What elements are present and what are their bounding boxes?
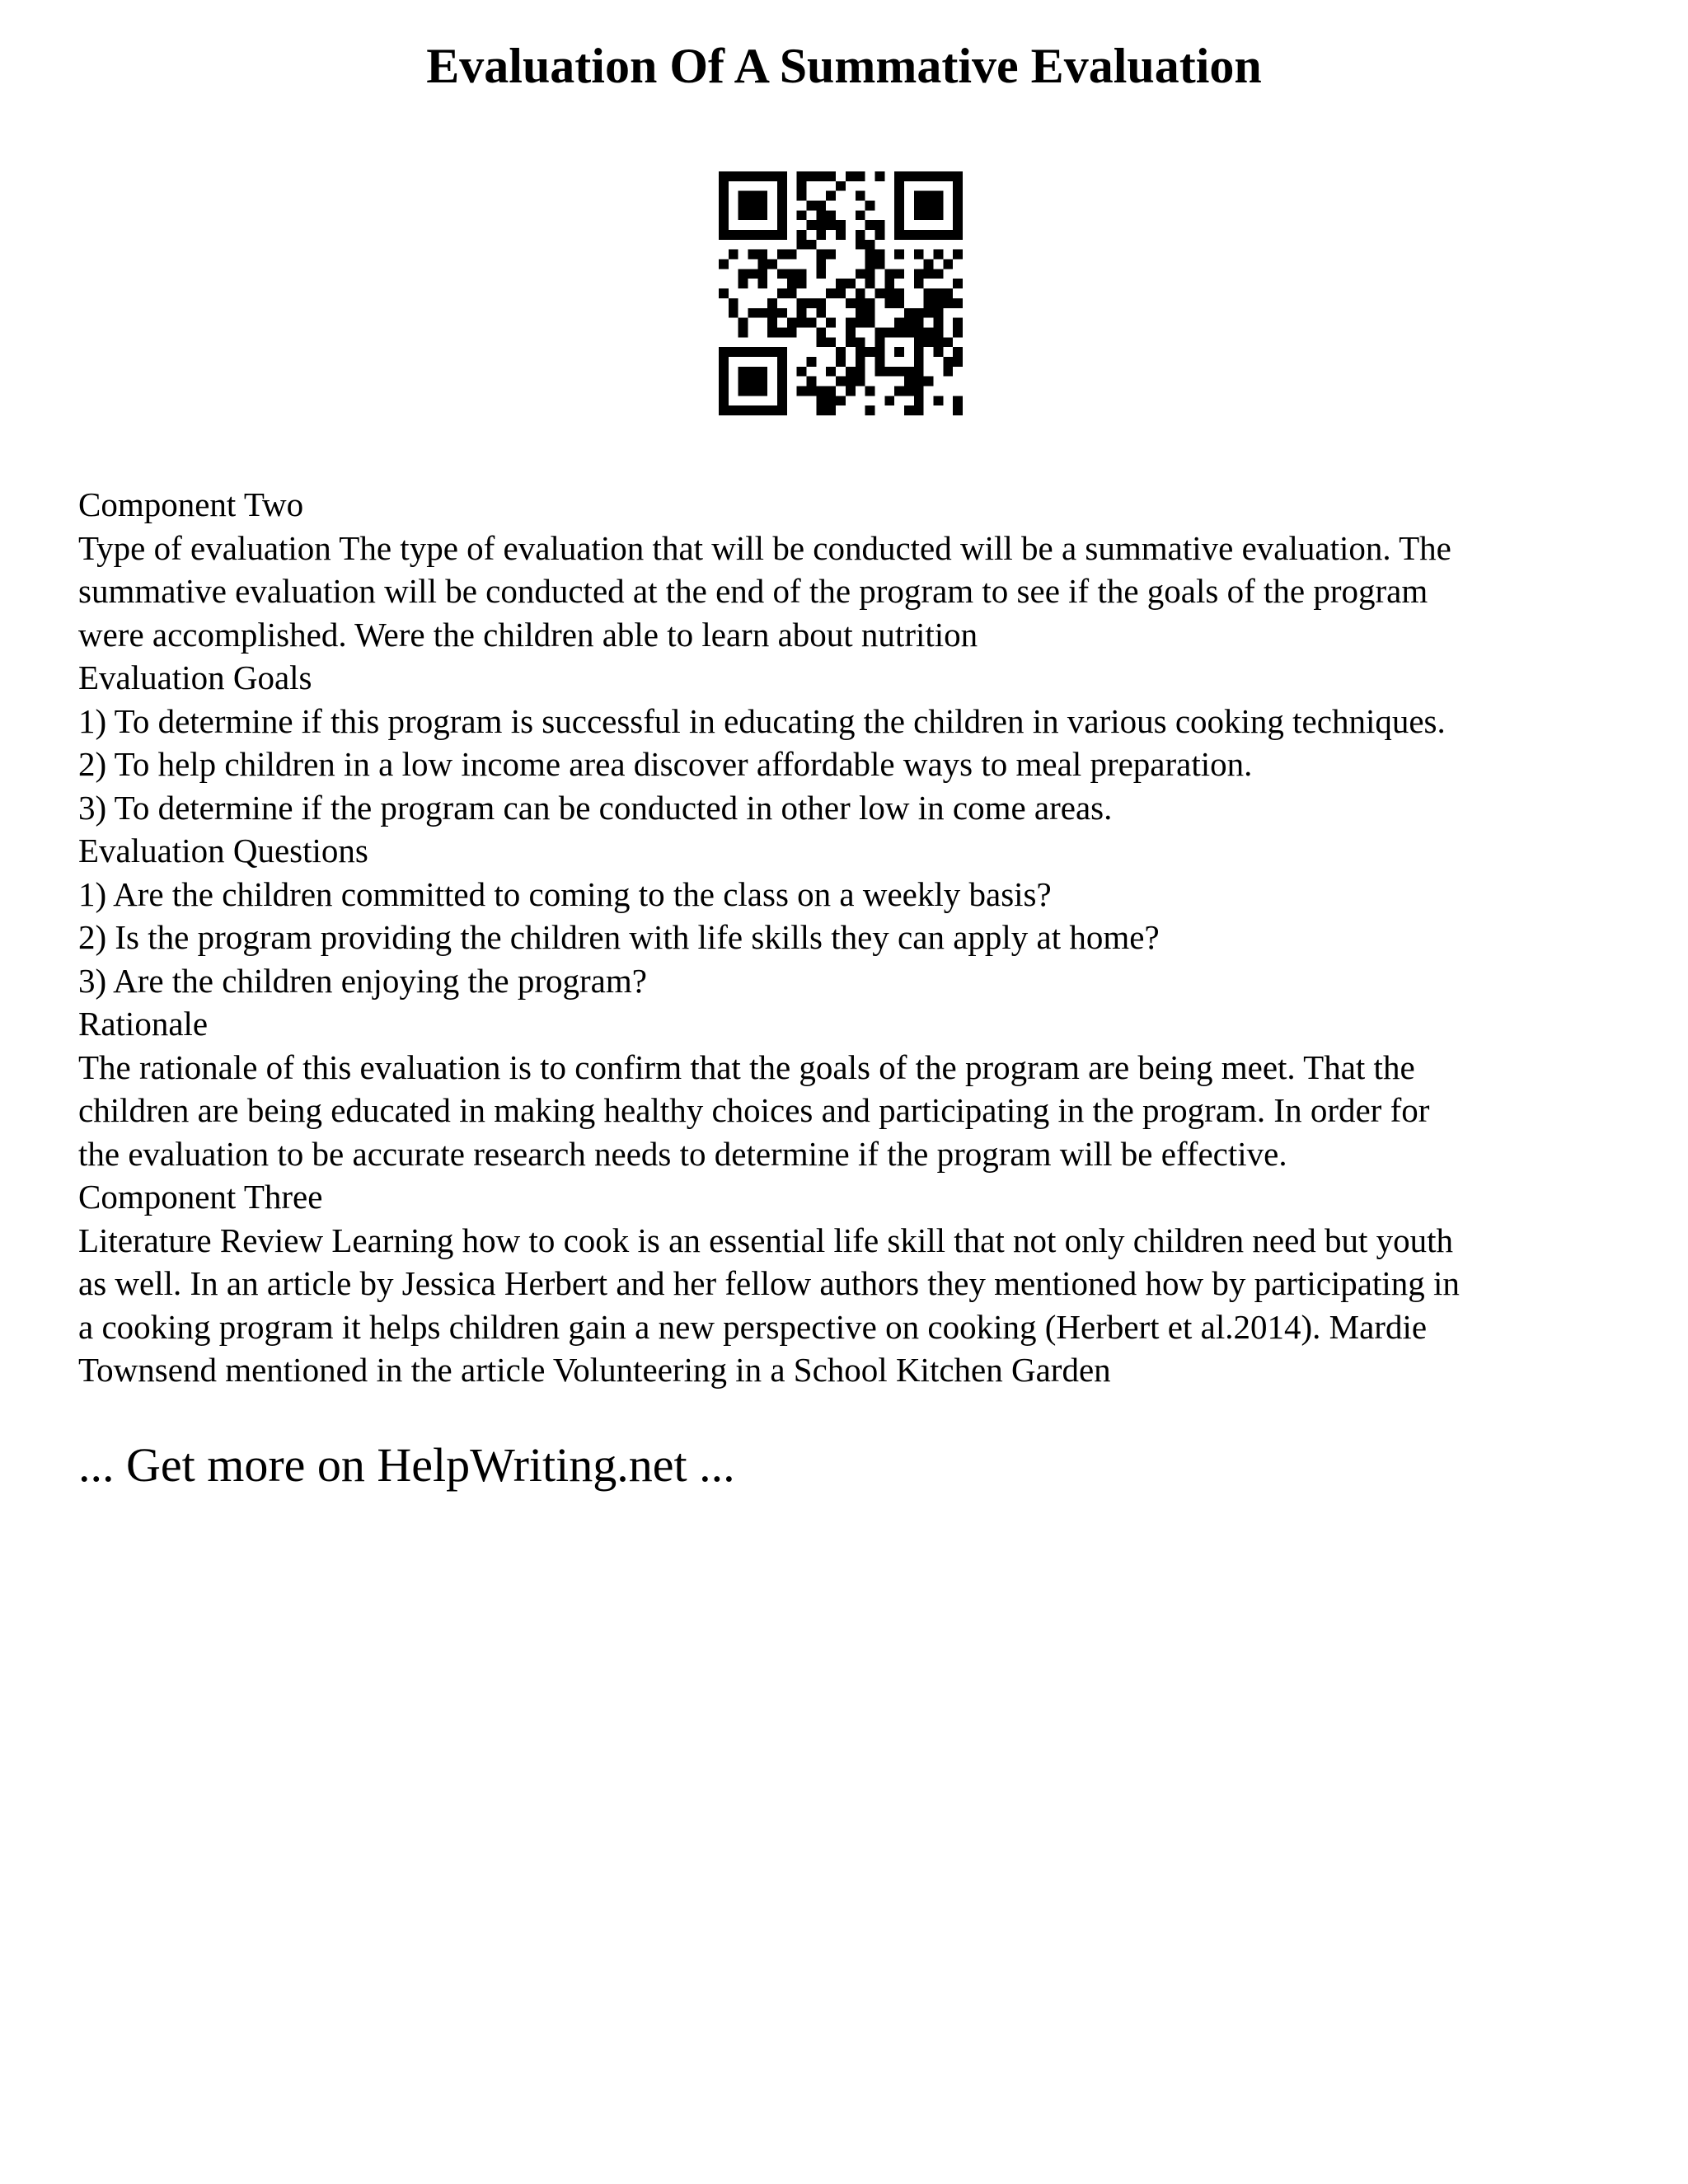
body-line: 1) To determine if this program is successful in educating the children in various cooking techniques. <box>78 701 1446 740</box>
body-line: summative evaluation will be conducted at the end of the program to see if the goals of the program <box>78 572 1428 610</box>
body-line: 3) To determine if the program can be conducted in other low in come areas. <box>78 788 1113 827</box>
body-line: 3) Are the children enjoying the program? <box>78 961 647 1000</box>
body-line: Component Three <box>78 1178 323 1216</box>
body-line: Literature Review Learning how to cook is an essential life skill that not only children need but youth <box>78 1221 1454 1259</box>
body-line: were accomplished. Were the children able to learn about nutrition <box>78 615 978 654</box>
qr-code-graphic <box>719 171 963 415</box>
body-line: 2) Is the program providing the children with life skills they can apply at home? <box>78 918 1160 956</box>
document-body <box>78 483 1628 1392</box>
body-line: The rationale of this evaluation is to confirm that the goals of the program are being meet. That the <box>78 1047 1415 1086</box>
body-line: children are being educated in making healthy choices and participating in the program. In order for <box>78 1091 1430 1129</box>
body-line: 2) To help children in a low income area discover affordable ways to meal preparation. <box>78 745 1253 783</box>
body-line: Townsend mentioned in the article Volunteering in a School Kitchen Garden <box>78 1351 1111 1389</box>
body-line: Component Two <box>78 485 304 523</box>
body-line: Type of evaluation The type of evaluation that will be conducted will be a summative evaluation. The <box>78 528 1451 567</box>
body-line: 1) Are the children committed to coming to the class on a weekly basis? <box>78 874 1052 913</box>
get-more-link[interactable]: ... Get more on HelpWriting.net ... <box>78 1438 735 1492</box>
body-line: as well. In an article by Jessica Herbert and her fellow authors they mentioned how by participating in <box>78 1264 1460 1302</box>
body-line: Evaluation Questions <box>78 832 368 869</box>
page-title: Evaluation Of A Summative Evaluation <box>426 39 1262 93</box>
body-line: Evaluation Goals <box>78 658 312 696</box>
qr-code-icon <box>719 171 963 415</box>
body-line: a cooking program it helps children gain a new perspective on cooking (Herbert et al.2014). Mardie <box>78 1307 1428 1346</box>
body-line: the evaluation to be accurate research needs to determine if the program will be effective. <box>78 1134 1287 1173</box>
body-line: Rationale <box>78 1005 209 1043</box>
